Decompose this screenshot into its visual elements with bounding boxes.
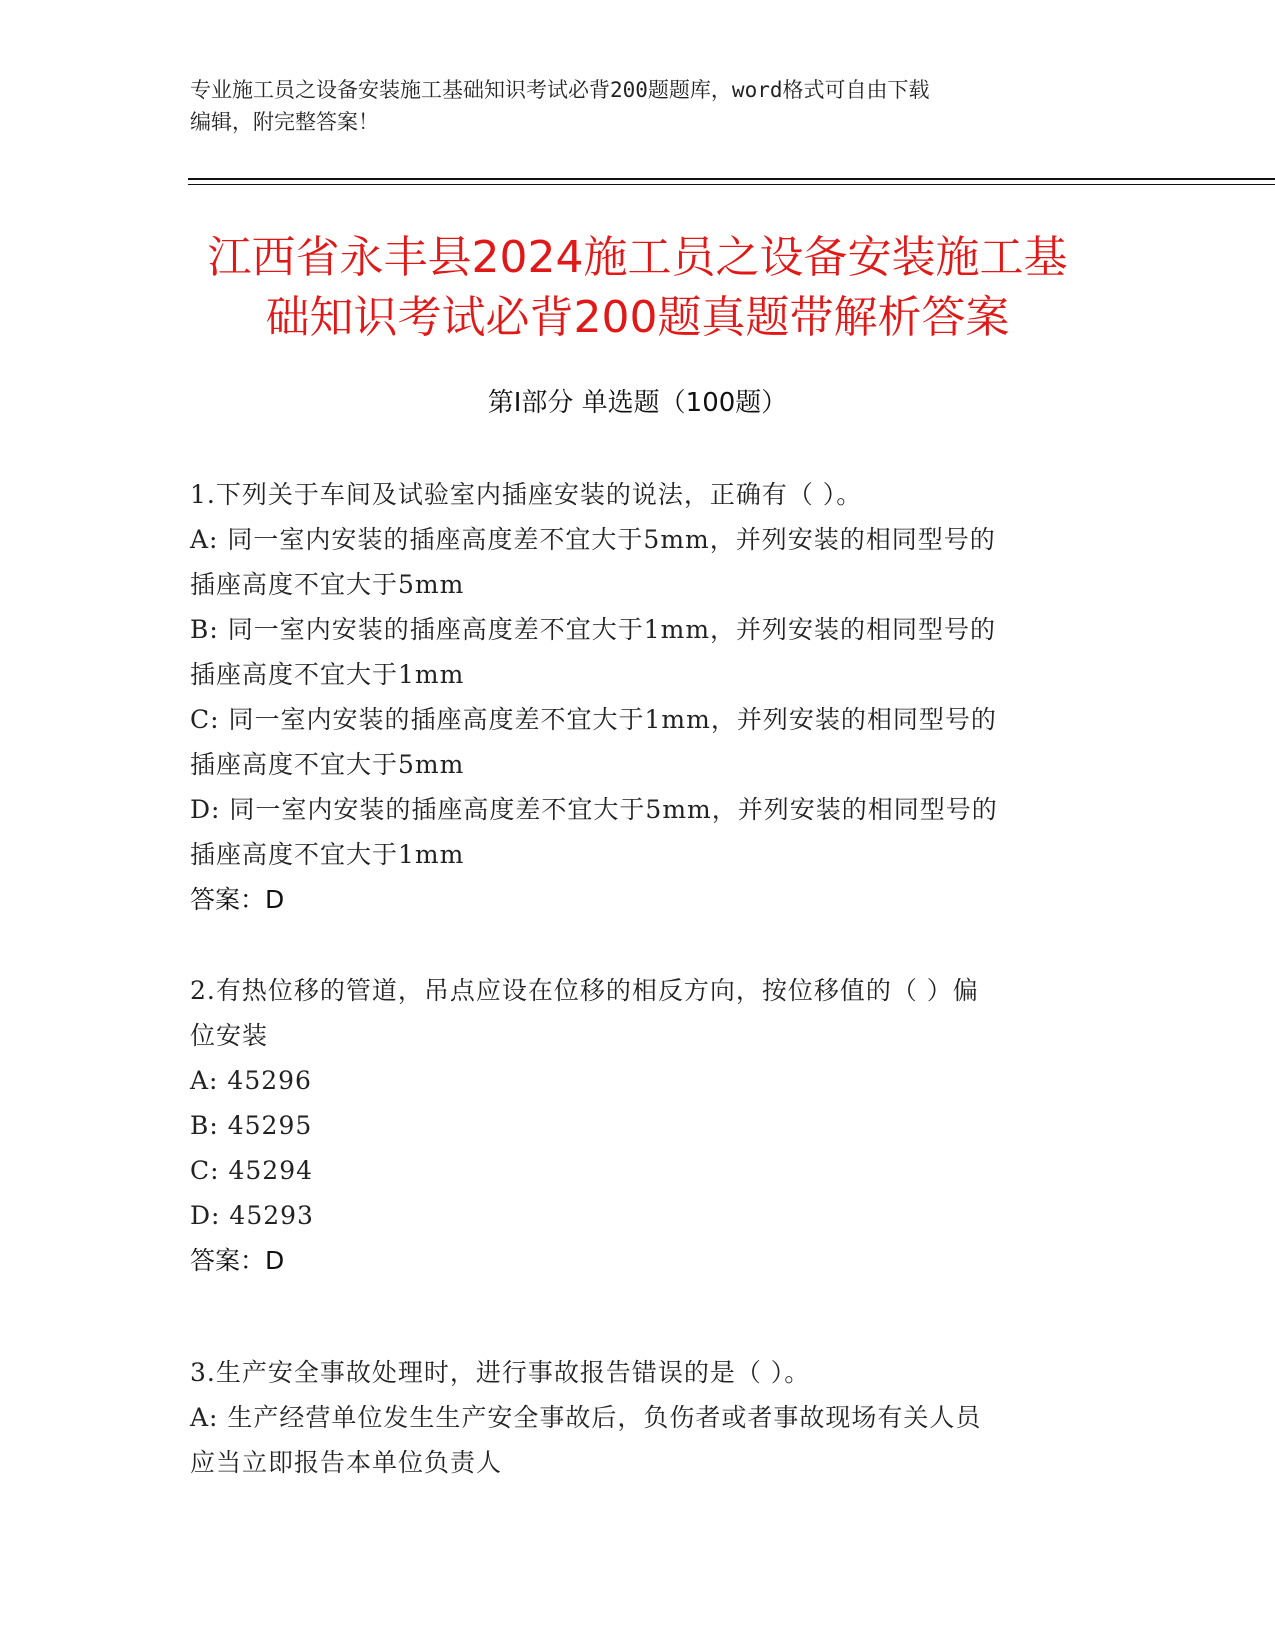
option-b: B: 同一室内安装的插座高度差不宜大于1mm，并列安装的相同型号的 bbox=[190, 615, 997, 644]
option-d: D: 同一室内安装的插座高度差不宜大于5mm，并列安装的相同型号的 bbox=[190, 795, 998, 824]
option-a-continued: 应当立即报告本单位负责人 bbox=[190, 1448, 503, 1477]
question-2 bbox=[190, 968, 1090, 1283]
header-line-1: 专业施工员之设备安装施工基础知识考试必背200题题库，word格式可自由下载 bbox=[190, 78, 930, 102]
header-line-2: 编辑，附完整答案！ bbox=[190, 110, 379, 134]
header-rule-thick bbox=[188, 178, 1275, 180]
question-3 bbox=[190, 1350, 1090, 1485]
header-rule-thin bbox=[188, 184, 1275, 185]
document-title bbox=[150, 228, 1125, 348]
option-c: C: 同一室内安装的插座高度差不宜大于1mm，并列安装的相同型号的 bbox=[190, 705, 997, 734]
answer: 答案：D bbox=[190, 1246, 285, 1275]
option-a: A: 同一室内安装的插座高度差不宜大于5mm，并列安装的相同型号的 bbox=[190, 525, 996, 554]
option-b: B: 45295 bbox=[190, 1111, 313, 1140]
question-stem: 2.有热位移的管道，吊点应设在位移的相反方向，按位移值的（ ）偏 bbox=[190, 976, 979, 1005]
question-stem-continued: 位安装 bbox=[190, 1021, 269, 1050]
section-heading: 第Ⅰ部分 单选题（100题） bbox=[487, 388, 788, 418]
option-a-continued: 插座高度不宜大于5mm bbox=[190, 570, 465, 599]
question-stem: 1.下列关于车间及试验室内插座安装的说法，正确有（ ）。 bbox=[190, 480, 863, 509]
option-a: A: 45296 bbox=[190, 1066, 312, 1095]
option-c: C: 45294 bbox=[190, 1156, 314, 1185]
option-a: A: 生产经营单位发生生产安全事故后，负伤者或者事故现场有关人员 bbox=[190, 1403, 982, 1432]
answer: 答案：D bbox=[190, 885, 285, 914]
option-d: D: 45293 bbox=[190, 1201, 314, 1230]
document-header bbox=[190, 74, 1070, 138]
question-stem: 3.生产安全事故处理时，进行事故报告错误的是（ ）。 bbox=[190, 1358, 811, 1387]
question-1 bbox=[190, 472, 1090, 922]
title-line-1: 江西省永丰县2024施工员之设备安装施工基 bbox=[207, 232, 1068, 283]
option-d-continued: 插座高度不宜大于1mm bbox=[190, 840, 465, 869]
option-b-continued: 插座高度不宜大于1mm bbox=[190, 660, 465, 689]
title-line-2: 础知识考试必背200题真题带解析答案 bbox=[265, 292, 1010, 343]
option-c-continued: 插座高度不宜大于5mm bbox=[190, 750, 465, 779]
